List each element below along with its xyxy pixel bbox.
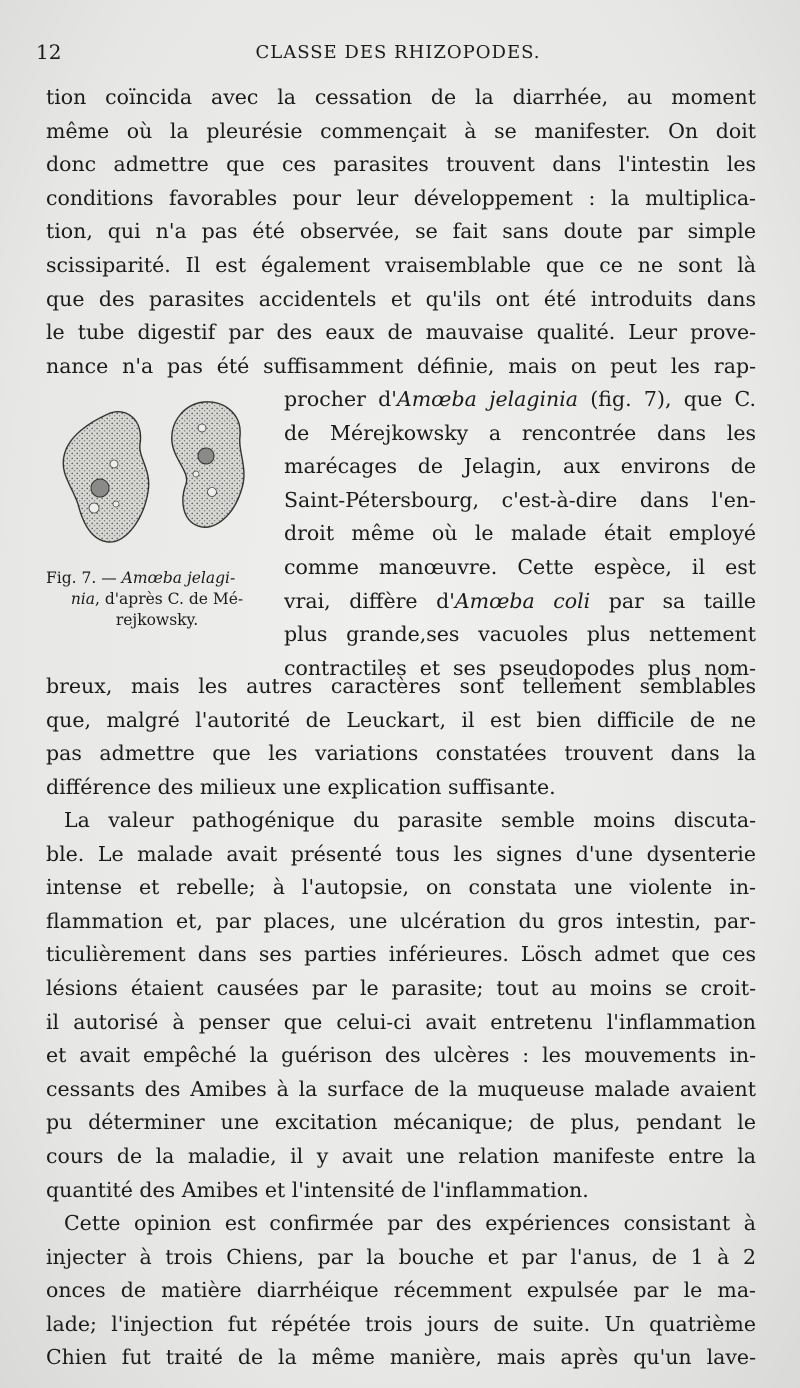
text-line: injecter à trois Chiens, par la bouche et par l'anus, de 1 à 2 [46, 1244, 756, 1269]
text-line: contractiles et ses pseudopodes plus nom- [284, 655, 756, 680]
text-line: breux, mais les autres caractères sont tellement semblables [46, 674, 756, 698]
text-line [284, 585, 756, 619]
text-line: conditions favorables pour leur développement : la multiplica- [46, 185, 756, 210]
text-line: pu déterminer une excitation mécanique; de plus, pendant le [46, 1110, 756, 1135]
text-line: comme manœuvre. Cette espèce, il est [284, 554, 756, 579]
paragraph-1-wrap [284, 383, 756, 685]
text-span: procher d' [284, 387, 397, 411]
text-line: même où la pleurésie commençait à se manifester. On doit [46, 118, 756, 143]
paragraph-1-top [46, 81, 756, 383]
text-line: tion coïncida avec la cessation de la diarrhée, au moment [46, 85, 756, 109]
text-line: lésions étaient causées par le parasite; tout au moins se croit- [46, 975, 756, 1000]
paragraph-1-bottom [46, 670, 756, 804]
text-line: plus grande,ses vacuoles plus nettement [284, 622, 756, 647]
text-line: cours de la maladie, il y avait une relation manifeste entre la [46, 1143, 756, 1168]
text-line: donc admettre que ces parasites trouvent dans l'intestin les [46, 152, 756, 177]
text-line: tion, qui n'a pas été observée, se fait sans doute par simple [46, 219, 756, 244]
text-line: droit même où le malade était employé [284, 521, 756, 546]
text-line: flammation et, par places, une ulcération du gros intestin, par- [46, 908, 756, 933]
text-line: onces de matière diarrhéique récemment expulsée par le ma- [46, 1278, 756, 1303]
text-line: de Mérejkowsky a rencontrée dans les [284, 420, 756, 445]
page-number: 12 [36, 40, 62, 64]
text-line: il autorisé à penser que celui-ci avait entretenu l'inflammation [46, 1009, 756, 1034]
text-line: pas admettre que les variations constatées trouvent dans la [46, 741, 756, 766]
text-line: que, malgré l'autorité de Leuckart, il est bien difficile de ne [46, 707, 756, 732]
caption-credit-end: rejkowsky. [115, 611, 199, 629]
caption-species: Amœba jelagi- [121, 569, 236, 587]
species-name: Amœba coli [454, 588, 591, 613]
running-head [36, 40, 760, 68]
amoeba-left [63, 412, 149, 542]
text-line: scissiparité. Il est également vraisemblable que ce ne sont là [46, 252, 756, 277]
text-line: nance n'a pas été suffisamment définie, mais on peut les rap- [46, 353, 756, 378]
paragraph-2 [46, 804, 756, 1207]
text-line: lade; l'injection fut répétée trois jours de suite. Un quatrième [46, 1311, 756, 1336]
text-line: ble. Le malade avait présenté tous les signes d'une dysenterie [46, 841, 756, 866]
text-line: marécages de Jelagin, aux environs de [284, 454, 756, 479]
amoeba-illustration [56, 392, 256, 557]
text-line: Saint-Pétersbourg, c'est-à-dire dans l'en- [284, 487, 756, 512]
text-span: vrai, diffère d' [284, 588, 455, 613]
figure-7 [46, 392, 268, 642]
text-span: par sa taille [590, 588, 756, 613]
caption-species-end: nia [70, 590, 96, 608]
text-line: La valeur pathogénique du parasite semble moins discuta- [64, 808, 756, 832]
text-line: différence des milieux une explication suffisante. [46, 774, 556, 799]
species-name: Amœba jelaginia [396, 387, 579, 411]
text-line [284, 383, 756, 417]
caption-credit: , d'après C. de Mé- [95, 590, 244, 608]
text-line: le tube digestif par des eaux de mauvaise qualité. Leur prove- [46, 320, 756, 345]
amoeba-right [172, 402, 244, 527]
caption-label: Fig. 7. [46, 569, 97, 587]
text-line: et avait empêché la guérison des ulcères : les mouvements in- [46, 1043, 756, 1068]
running-title: CLASSE DES RHIZOPODES. [255, 42, 541, 63]
text-line: Chien fut traité de la même manière, mais après qu'un lave- [46, 1345, 756, 1370]
text-line: intense et rebelle; à l'autopsie, on constata une violente in- [46, 875, 756, 900]
text-line: quantité des Amibes et l'intensité de l'inflammation. [46, 1177, 589, 1202]
text-span: (fig. 7), que C. [578, 387, 756, 411]
text-line: ticulièrement dans ses parties inférieures. Lösch admet que ces [46, 942, 756, 967]
figure-caption [46, 568, 268, 631]
caption-dash: — [96, 569, 122, 587]
text-line: que des parasites accidentels et qu'ils ont été introduits dans [46, 286, 756, 311]
paragraph-3 [46, 1207, 756, 1375]
text-line: cessants des Amibes à la surface de la muqueuse malade avaient [46, 1076, 756, 1101]
text-line: Cette opinion est confirmée par des expériences consistant à [64, 1211, 756, 1235]
